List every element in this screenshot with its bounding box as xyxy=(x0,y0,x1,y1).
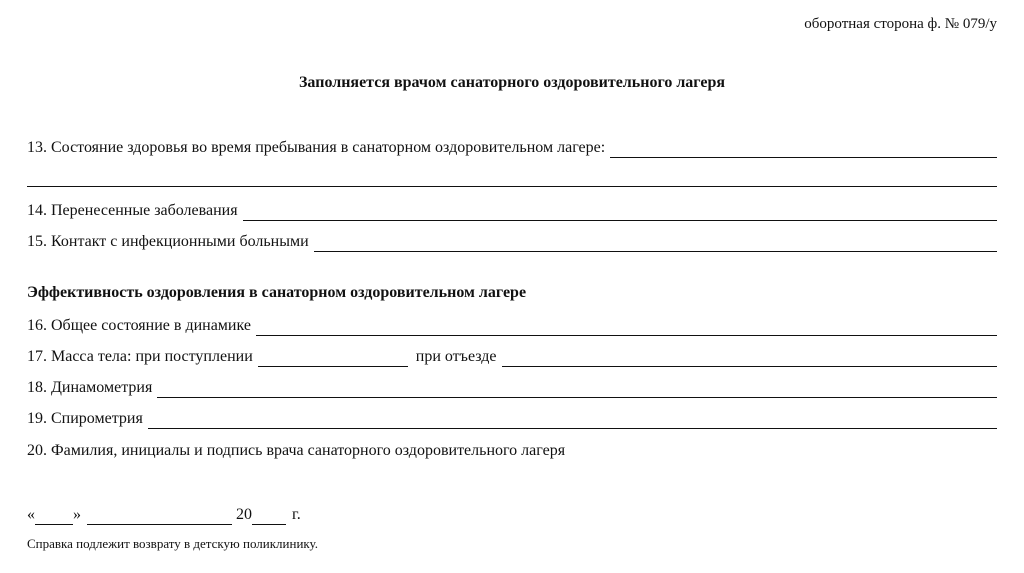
field-13-continuation-line[interactable] xyxy=(27,186,997,187)
field-13-line[interactable] xyxy=(610,142,997,158)
date-row xyxy=(27,505,301,525)
field-16-line[interactable] xyxy=(256,320,997,336)
date-day-line[interactable] xyxy=(35,509,73,525)
field-19-line[interactable] xyxy=(148,413,997,429)
field-17-arrival-line[interactable] xyxy=(258,351,408,367)
field-16-label: 16. Общее состояние в динамике xyxy=(27,317,251,334)
form-code: оборотная сторона ф. № 079/у xyxy=(804,16,997,32)
field-19-label: 19. Спирометрия xyxy=(27,410,143,427)
field-19-row xyxy=(27,409,997,429)
field-14-row xyxy=(27,201,997,221)
date-year-line[interactable] xyxy=(252,509,286,525)
field-17-departure-label: при отъезде xyxy=(415,348,497,365)
date-close-quote: » xyxy=(73,506,81,523)
date-month-line[interactable] xyxy=(87,509,232,525)
field-18-label: 18. Динамометрия xyxy=(27,379,153,396)
section-title: Эффективность оздоровления в санаторном оздоровительном лагере xyxy=(27,284,527,301)
field-17-departure-line[interactable] xyxy=(502,351,997,367)
date-century: 20 xyxy=(236,506,252,523)
field-14-line[interactable] xyxy=(243,205,997,221)
date-open-quote: « xyxy=(27,506,35,523)
field-15-line[interactable] xyxy=(314,236,997,252)
field-14-label: 14. Перенесенные заболевания xyxy=(27,202,238,219)
field-18-line[interactable] xyxy=(157,382,997,398)
field-16-row xyxy=(27,316,997,336)
footer-note: Справка подлежит возврату в детскую поликлинику. xyxy=(27,536,318,551)
field-15-label: 15. Контакт с инфекционными больными xyxy=(27,233,309,250)
field-15-row xyxy=(27,232,997,252)
date-year-suffix: г. xyxy=(292,506,301,523)
field-18-row xyxy=(27,378,997,398)
field-20-row xyxy=(27,441,997,461)
field-17-row xyxy=(27,347,997,367)
field-13-label: 13. Состояние здоровья во время пребывания в санаторном оздоровительном лагере: xyxy=(27,139,606,156)
field-20-label: 20. Фамилия, инициалы и подпись врача санаторного оздоровительного лагеря xyxy=(27,442,566,459)
form-heading: Заполняется врачом санаторного оздоровительного лагеря xyxy=(298,74,726,91)
field-13-row xyxy=(27,138,997,158)
field-17-label: 17. Масса тела: при поступлении xyxy=(27,348,253,365)
